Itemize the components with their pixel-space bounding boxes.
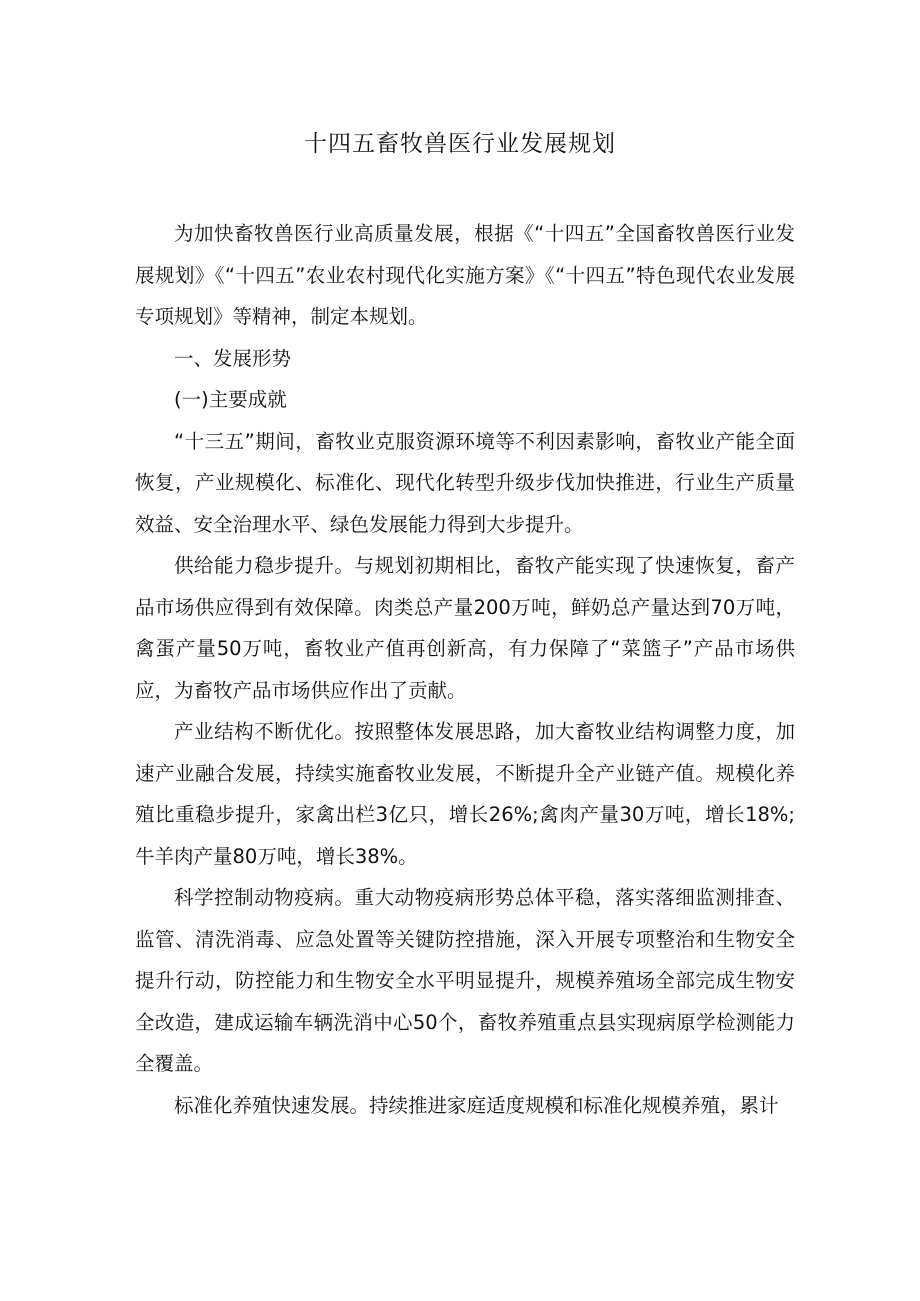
- document-body: [135, 213, 795, 1126]
- achievement-overview-paragraph: “十三五”期间，畜牧业克服资源环境等不利因素影响，畜牧业产能全面恢复，产业规模化、标准化、现代化转型升级步伐加快推进，行业生产质量效益、安全治理水平、绿色发展能力得到大步提升。: [135, 429, 795, 536]
- subsection-heading: (一)主要成就: [174, 388, 287, 411]
- intro-paragraph: 为加快畜牧兽医行业高质量发展，根据《“十四五”全国畜牧兽医行业发展规划》《“十四五”农业农村现代化实施方案》《“十四五”特色现代农业发展专项规划》等精神，制定本规划。: [135, 222, 795, 328]
- document-title: 十四五畜牧兽医行业发展规划: [304, 131, 616, 157]
- disease-control-paragraph: 科学控制动物疫病。重大动物疫病形势总体平稳，落实落细监测排查、监管、清洗消毒、应急处置等关键防控措施，深入开展专项整治和生物安全提升行动，防控能力和生物安全水平明显提升，规模养殖场全部完成生物安全改造，建成运输车辆洗消中心50个，畜牧养殖重点县实现病原学检测能力全覆盖。: [135, 886, 795, 1075]
- industry-structure-paragraph: 产业结构不断优化。按照整体发展思路，加大畜牧业结构调整力度，加速产业融合发展，持续实施畜牧业发展，不断提升全产业链产值。规模化养殖比重稳步提升，家禽出栏3亿只，增长26%;禽肉产量30万吨，增长18%;牛羊肉产量80万吨，增长38%。: [135, 720, 795, 868]
- section-heading: 一、发展形势: [174, 346, 292, 370]
- supply-capacity-paragraph: 供给能力稳步提升。与规划初期相比，畜牧产能实现了快速恢复，畜产品市场供应得到有效保障。肉类总产量200万吨，鲜奶总产量达到70万吨，禽蛋产量50万吨，畜牧业产值再创新高，有力保障了“菜篮子”产品市场供应，为畜牧产品市场供应作出了贡献。: [135, 554, 795, 702]
- standardized-farming-paragraph: 标准化养殖快速发展。持续推进家庭适度规模和标准化规模养殖，累计: [174, 1093, 779, 1117]
